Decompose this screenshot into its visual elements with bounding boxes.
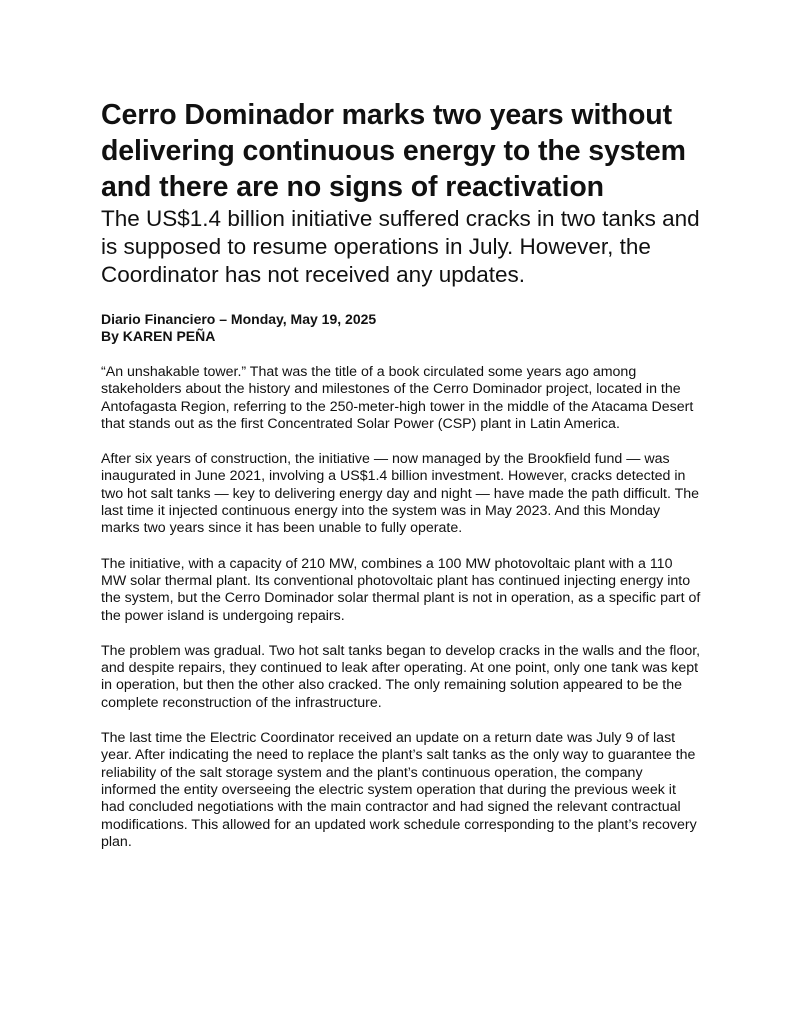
article-body xyxy=(101,364,701,851)
headline: Cerro Dominador marks two years without delivering continuous energy to the system and there are no signs of reactivation xyxy=(101,99,686,203)
subheadline: The US$1.4 billion initiative suffered cracks in two tanks and is supposed to resume operations in July. However, the Coordinator has not received any updates. xyxy=(101,206,700,287)
source-line: Diario Financiero – Monday, May 19, 2025 xyxy=(101,311,377,327)
article xyxy=(101,97,701,869)
paragraph: The initiative, with a capacity of 210 MW, combines a 100 MW photovoltaic plant with a 110 MW solar thermal plant. Its conventional photovoltaic plant has continued injecting energy into the system, but the Cerro Dominador solar thermal plant is not in operation, as a specific part of the power island is undergoing repairs. xyxy=(101,555,701,624)
author-line: By KAREN PEÑA xyxy=(101,328,216,344)
paragraph: After six years of construction, the initiative — now managed by the Brookfield fund — was inaugurated in June 2021, involving a US$1.4 billion investment. However, cracks detected in two hot salt tanks — key to delivering energy day and night — have made the path difficult. The last time it injected continuous energy into the system was in May 2023. And this Monday marks two years since it has been unable to fully operate. xyxy=(101,451,700,537)
paragraph: The last time the Electric Coordinator received an update on a return date was July 9 of last year. After indicating the need to replace the plant’s salt tanks as the only way to guarantee the reliability of the salt storage system and the plant’s continuous operation, the company informed the entity overseeing the electric system operation that during the previous week it had concluded negotiations with the main contractor and had signed the relevant contractual modifications. This allowed for an updated work schedule corresponding to the plant’s recovery plan. xyxy=(101,730,697,850)
paragraph: “An unshakable tower.” That was the title of a book circulated some years ago among stakeholders about the history and milestones of the Cerro Dominador project, located in the Antofagasta Region, referring to the 250-meter-high tower in the middle of the Atacama Desert that stands out as the first Concentrated Solar Power (CSP) plant in Latin America. xyxy=(101,364,694,432)
byline xyxy=(101,311,701,345)
paragraph: The problem was gradual. Two hot salt tanks began to develop cracks in the walls and the floor, and despite repairs, they continued to leak after operating. At one point, only one tank was kept in operation, but then the other also cracked. The only remaining solution appeared to be the complete reconstruction of the infrastructure. xyxy=(101,642,701,711)
